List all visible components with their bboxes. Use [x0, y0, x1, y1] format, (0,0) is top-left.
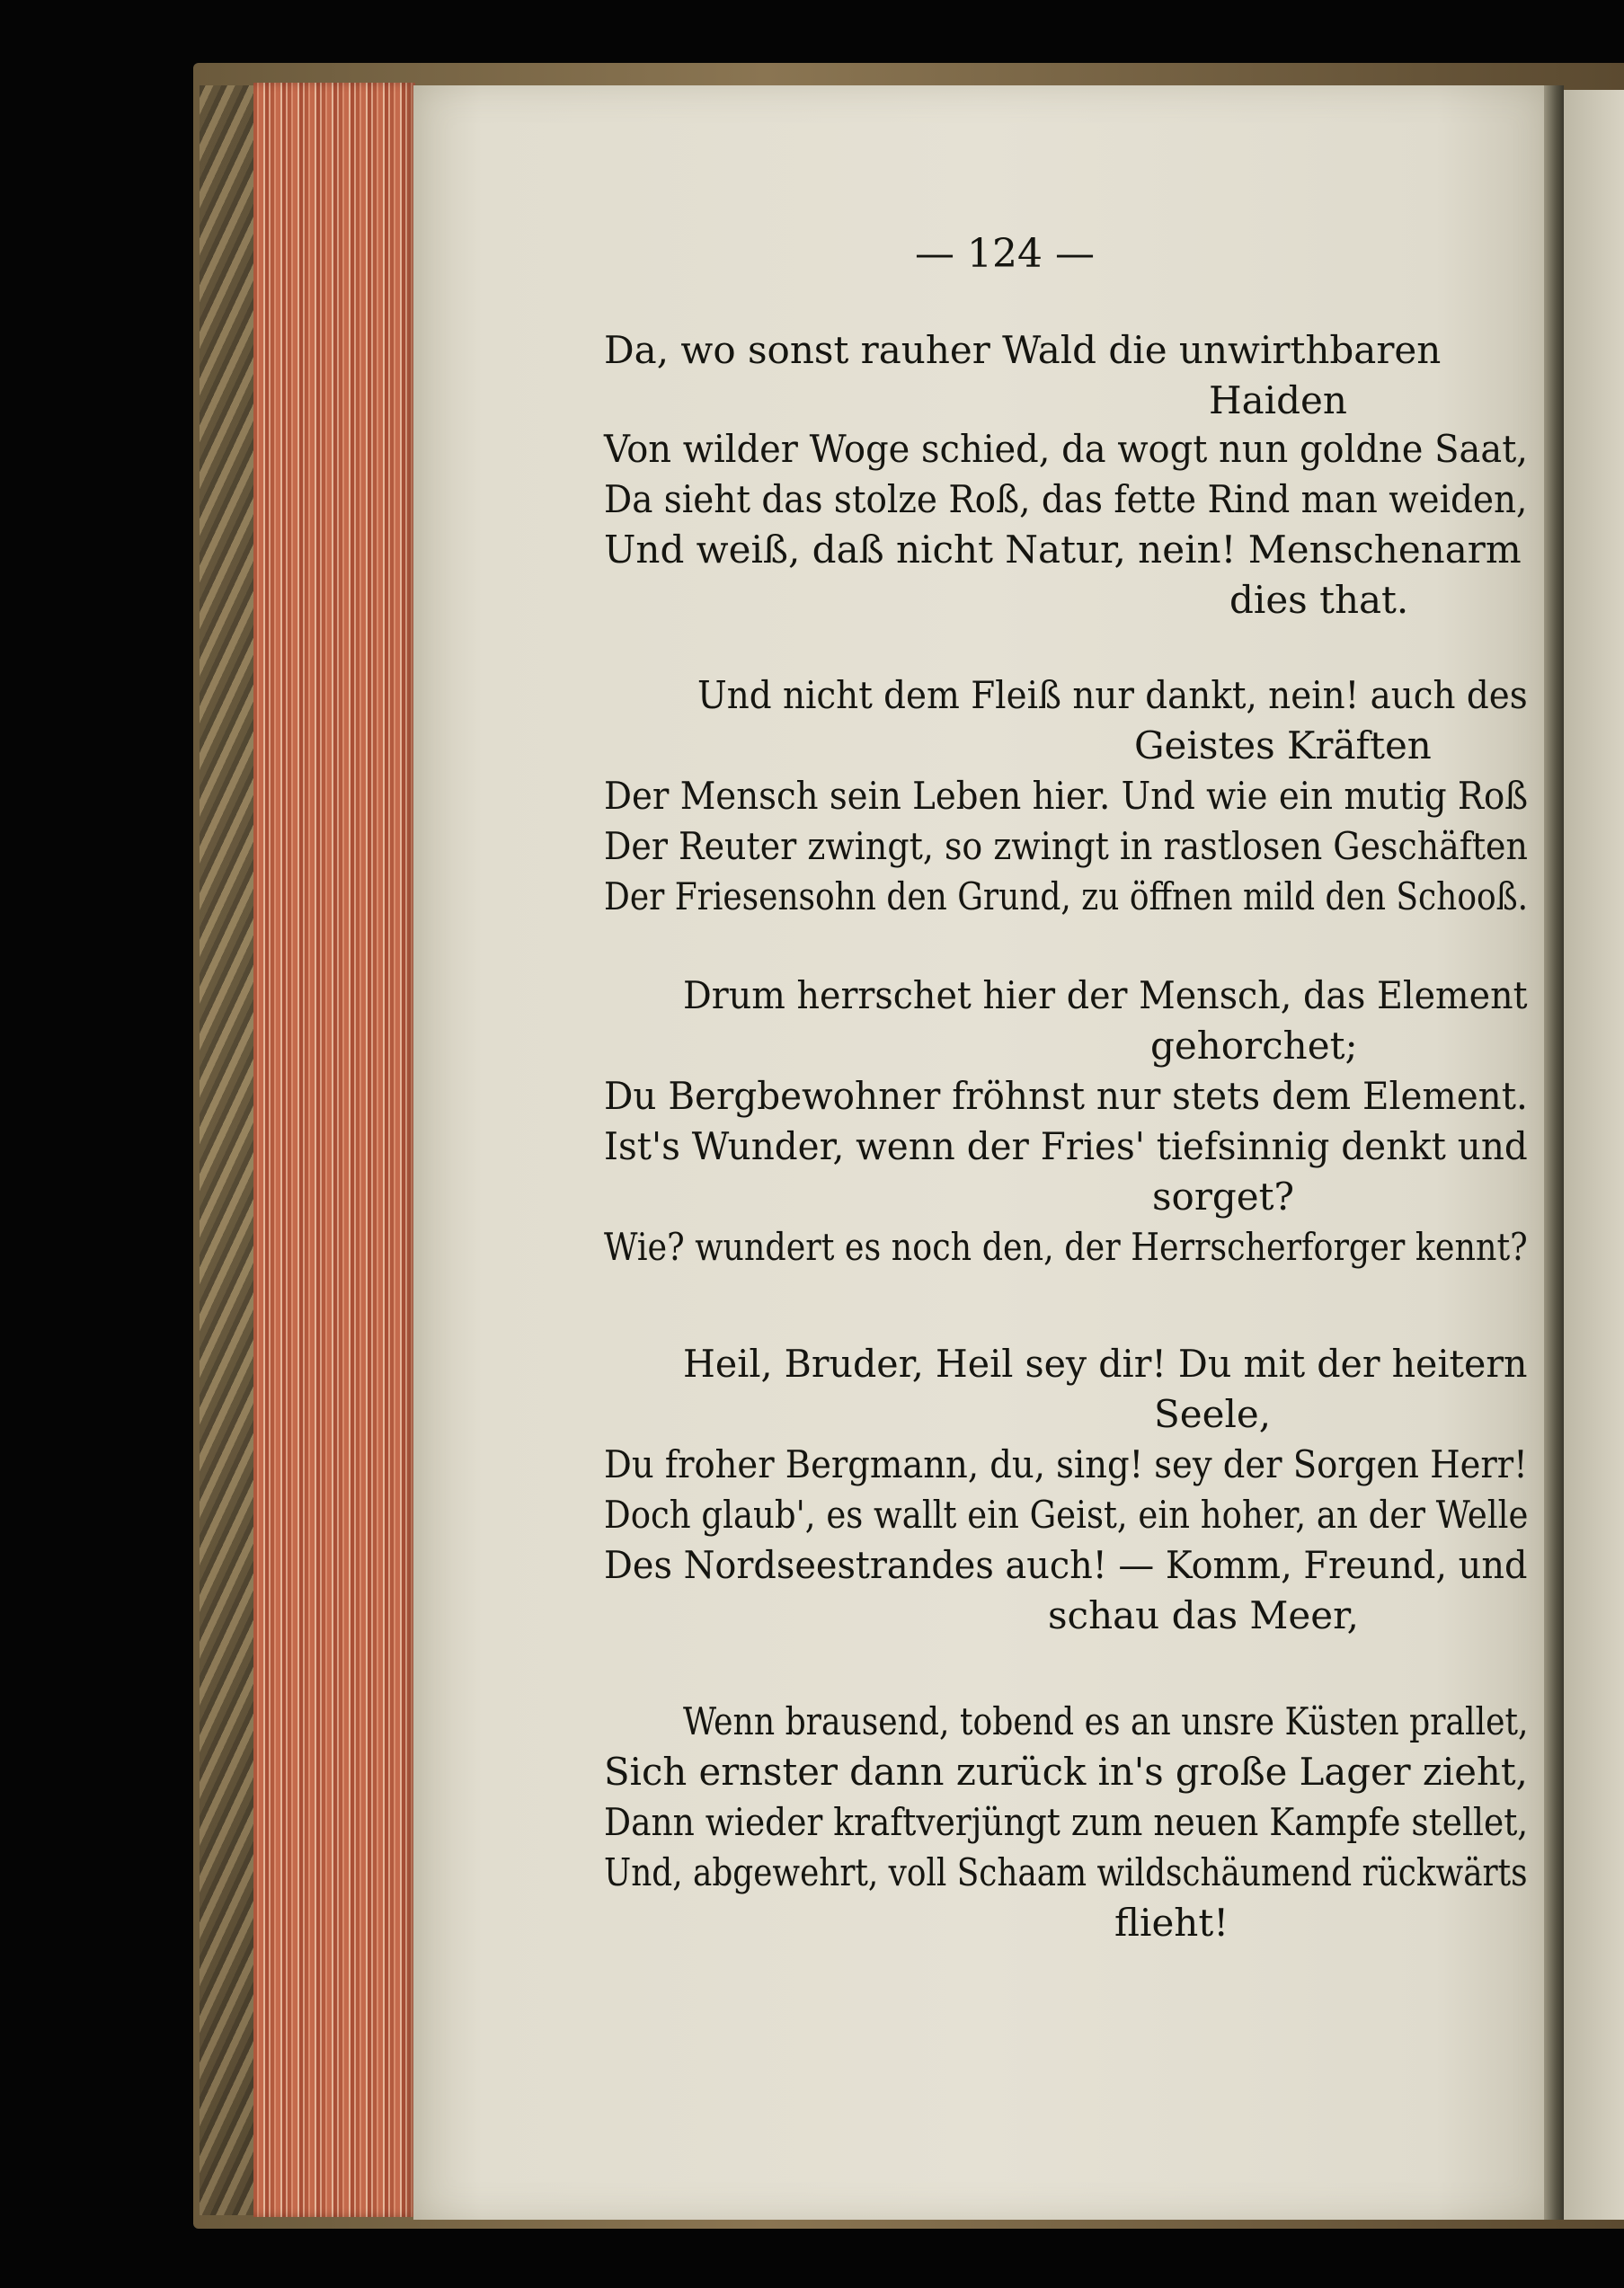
verse-line: Und weiß, daß nicht Natur, nein! Menschenarm	[604, 528, 1522, 572]
verse-line: Des Nordseestrandes auch! — Komm, Freund, und	[604, 1543, 1528, 1587]
verse-line: Heil, Bruder, Heil sey dir! Du mit der heitern	[683, 1342, 1528, 1386]
verse-line: Der Reuter zwingt, so zwingt in rastlosen Geschäften	[604, 824, 1528, 868]
verse-line: Du froher Bergmann, du, sing! sey der Sorgen Herr!	[604, 1442, 1528, 1486]
verse-line: Doch glaub', es wallt ein Geist, ein hoher, an der Welle	[604, 1493, 1529, 1537]
verse-line: Da sieht das stolze Roß, das fette Rind man weiden,	[604, 477, 1528, 521]
verse-line: Der Mensch sein Leben hier. Und wie ein mutig Roß	[604, 774, 1529, 818]
verse-line: Dann wieder kraftverjüngt zum neuen Kampfe stellet,	[604, 1800, 1529, 1844]
verse-line: gehorchet;	[1150, 1024, 1358, 1068]
verse-line: Geistes Kräften	[1134, 723, 1432, 767]
verse-line: Seele,	[1154, 1392, 1272, 1436]
verse-line: Der Friesensohn den Grund, zu öffnen mild den Schooß.	[604, 874, 1529, 918]
page-number: — 124 —	[915, 231, 1095, 277]
verse-line: sorget?	[1152, 1175, 1295, 1219]
verse-line: Da, wo sonst rauher Wald die unwirthbaren	[604, 328, 1442, 372]
verse-line: Sich ernster dann zurück in's große Lager zieht,	[604, 1750, 1528, 1794]
verse-line: Von wilder Woge schied, da wogt nun goldne Saat,	[604, 427, 1528, 471]
verse-line: Wie? wundert es noch den, der Herrscherforger kennt?	[604, 1225, 1528, 1269]
verse-line: Und, abgewehrt, voll Schaam wildschäumend rückwärts	[604, 1850, 1528, 1894]
verse-line: dies that.	[1229, 578, 1409, 622]
verse-line: Du Bergbewohner fröhnst nur stets dem Element.	[604, 1074, 1528, 1118]
verse-line: schau das Meer,	[1048, 1593, 1359, 1637]
verse-line: Drum herrschet hier der Mensch, das Element	[683, 973, 1528, 1017]
verse-line: Und nicht dem Fleiß nur dankt, nein! auch des	[697, 673, 1528, 717]
verse-line: flieht!	[1114, 1901, 1229, 1945]
verse-line: Haiden	[1209, 378, 1347, 422]
verse-line: Wenn brausend, tobend es an unsre Küsten prallet,	[683, 1699, 1529, 1743]
verse-line: Ist's Wunder, wenn der Fries' tiefsinnig denkt und	[604, 1124, 1528, 1168]
